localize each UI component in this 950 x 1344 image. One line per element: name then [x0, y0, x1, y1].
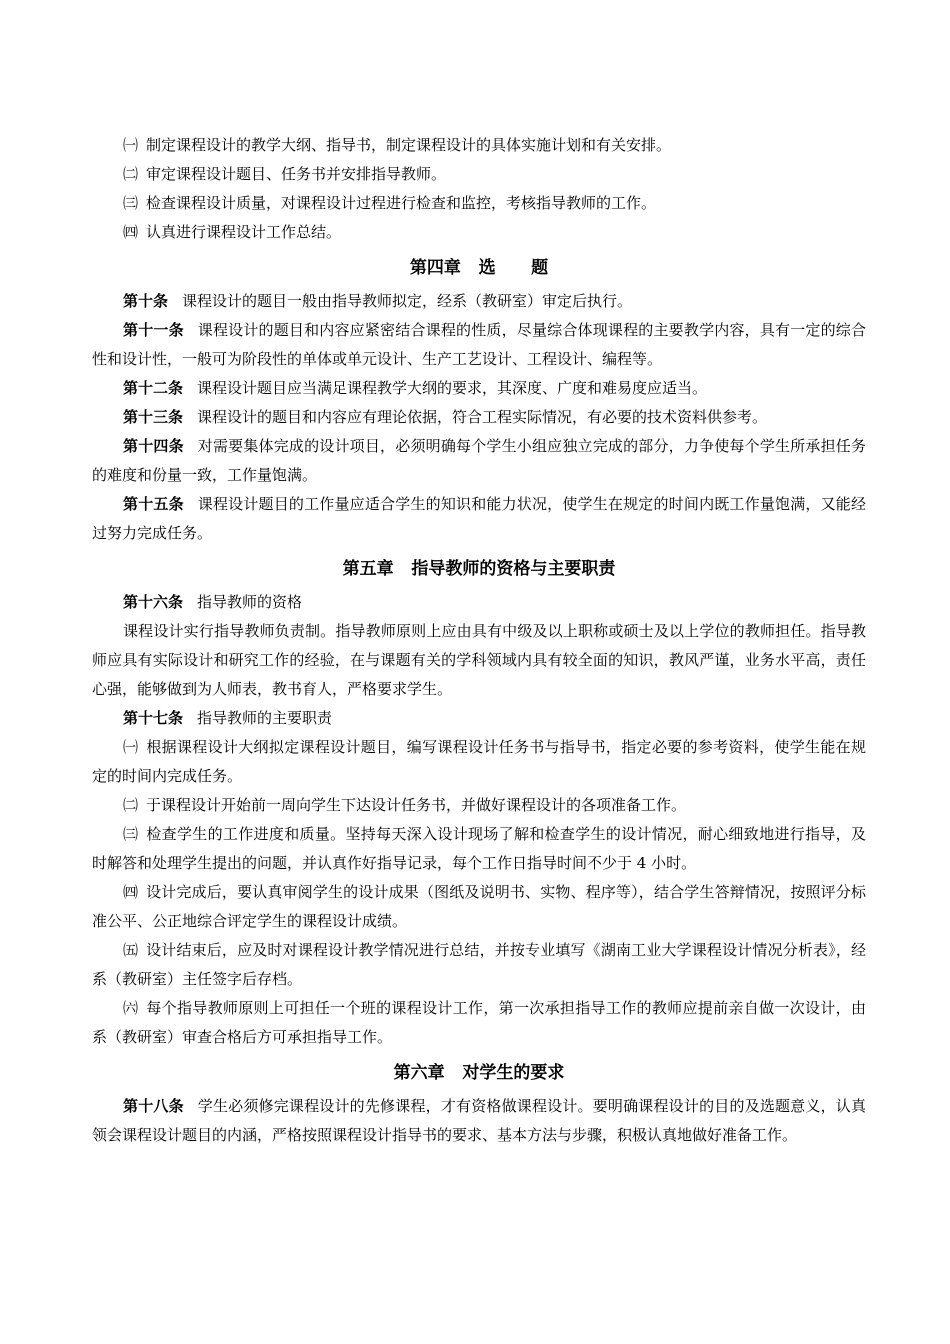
article-text: 课程设计题目的工作量应适合学生的知识和能力状况，使学生在规定的时间内既工作量饱满，又能经过努力完成任务。 [92, 495, 866, 542]
item-number: ㈠ [123, 136, 139, 154]
item-number: ㈡ [123, 796, 139, 814]
list-item [92, 878, 866, 936]
article-text: 对需要集体完成的设计项目，必须明确每个学生小组应独立完成的部分，力争使每个学生所承担任务的难度和份量一致，工作量饱满。 [92, 437, 866, 484]
item-number: ㈥ [123, 999, 139, 1017]
admin-duties-list [92, 131, 866, 247]
article [92, 704, 866, 733]
item-text: 制定课程设计的教学大纲、指导书，制定课程设计的具体实施计划和有关安排。 [146, 136, 672, 154]
list-item [92, 189, 866, 218]
article [92, 374, 866, 403]
article-label: 第十四条 [123, 437, 184, 455]
item-text: 认真进行课程设计工作总结。 [146, 223, 342, 241]
item-text: 审定课程设计题目、任务书并安排指导教师。 [146, 165, 447, 183]
list-item [92, 131, 866, 160]
chapter-6-heading: 第六章 对学生的要求 [393, 1063, 565, 1083]
article-text: 课程设计的题目和内容应有理论依据，符合工程实际情况，有必要的技术资料供参考。 [197, 408, 768, 426]
article-label: 第十八条 [123, 1097, 184, 1115]
article-label: 第十一条 [123, 321, 184, 339]
article-label: 第十条 [123, 292, 169, 310]
article-text: 指导教师的资格 [197, 593, 303, 611]
item-number: ㈡ [123, 165, 139, 183]
article-text: 指导教师的主要职责 [197, 709, 333, 727]
item-text: 设计完成后，要认真审阅学生的设计成果（图纸及说明书、实物、程序等），结合学生答辩情况，按照评分标准公平、公正地综合评定学生的课程设计成绩。 [92, 883, 866, 930]
item-number: ㈤ [123, 941, 139, 959]
chapter-5-body [92, 588, 866, 1052]
article-body: 课程设计实行指导教师负责制。指导教师原则上应由具有中级及以上职称或硕士及以上学位的教师担任。指导教师应具有实际设计和研究工作的经验，在与课题有关的学科领域内具有较全面的知识，教风严谨，业务水平高，责任心强，能够做到为人师表，教书育人，严格要求学生。 [92, 622, 866, 698]
chapter-4-body [92, 287, 866, 548]
item-number: ㈠ [123, 738, 139, 756]
chapter-6-body [92, 1092, 866, 1150]
item-text: 于课程设计开始前一周向学生下达设计任务书，并做好课程设计的各项准备工作。 [146, 796, 687, 814]
article [92, 432, 866, 490]
chapter-5-heading: 第五章 指导教师的资格与主要职责 [342, 559, 616, 579]
article [92, 588, 866, 617]
article-label: 第十七条 [123, 709, 184, 727]
article [92, 1092, 866, 1150]
list-item [92, 160, 866, 189]
list-item [92, 791, 866, 820]
item-number: ㈣ [123, 223, 139, 241]
item-text: 检查学生的工作进度和质量。坚持每天深入设计现场了解和检查学生的设计情况，耐心细致地进行指导，及时解答和处理学生提出的问题，并认真作好指导记录，每个工作日指导时间不少于 4 小时。 [92, 825, 866, 872]
document-page [92, 131, 866, 1150]
article-text: 课程设计题目应当满足课程教学大纲的要求，其深度、广度和难易度应适当。 [197, 379, 708, 397]
article-label: 第十二条 [123, 379, 184, 397]
list-item [92, 733, 866, 791]
list-item [92, 820, 866, 878]
article-text: 学生必须修完课程设计的先修课程，才有资格做课程设计。要明确课程设计的目的及选题意义，认真领会课程设计题目的内涵，严格按照课程设计指导书的要求、基本方法与步骤，积极认真地做好准备工作。 [92, 1097, 866, 1144]
article-label: 第十五条 [123, 495, 184, 513]
item-text: 根据课程设计大纲拟定课程设计题目，编写课程设计任务书与指导书，指定必要的参考资料，使学生能在规定的时间内完成任务。 [92, 738, 866, 785]
chapter-4-heading: 第四章 选 题 [409, 258, 549, 278]
list-item [92, 994, 866, 1052]
article [92, 403, 866, 432]
article-text: 课程设计的题目一般由指导教师拟定，经系（教研室）审定后执行。 [182, 292, 633, 310]
item-number: ㈢ [123, 194, 139, 212]
article-label: 第十三条 [123, 408, 184, 426]
article [92, 287, 866, 316]
article-text: 课程设计的题目和内容应紧密结合课程的性质，尽量综合体现课程的主要教学内容，具有一定的综合性和设计性，一般可为阶段性的单体或单元设计、生产工艺设计、工程设计、编程等。 [92, 321, 866, 368]
list-item [92, 936, 866, 994]
article [92, 316, 866, 374]
item-text: 每个指导教师原则上可担任一个班的课程设计工作，第一次承担指导工作的教师应提前亲自做一次设计，由系（教研室）审查合格后方可承担指导工作。 [92, 999, 866, 1046]
item-number: ㈣ [123, 883, 139, 901]
item-number: ㈢ [123, 825, 139, 843]
item-text: 设计结束后，应及时对课程设计教学情况进行总结，并按专业填写《湖南工业大学课程设计情况分析表》，经系（教研室）主任签字后存档。 [92, 941, 866, 988]
article [92, 490, 866, 548]
item-text: 检查课程设计质量，对课程设计过程进行检查和监控，考核指导教师的工作。 [146, 194, 657, 212]
list-item [92, 218, 866, 247]
article-label: 第十六条 [123, 593, 184, 611]
